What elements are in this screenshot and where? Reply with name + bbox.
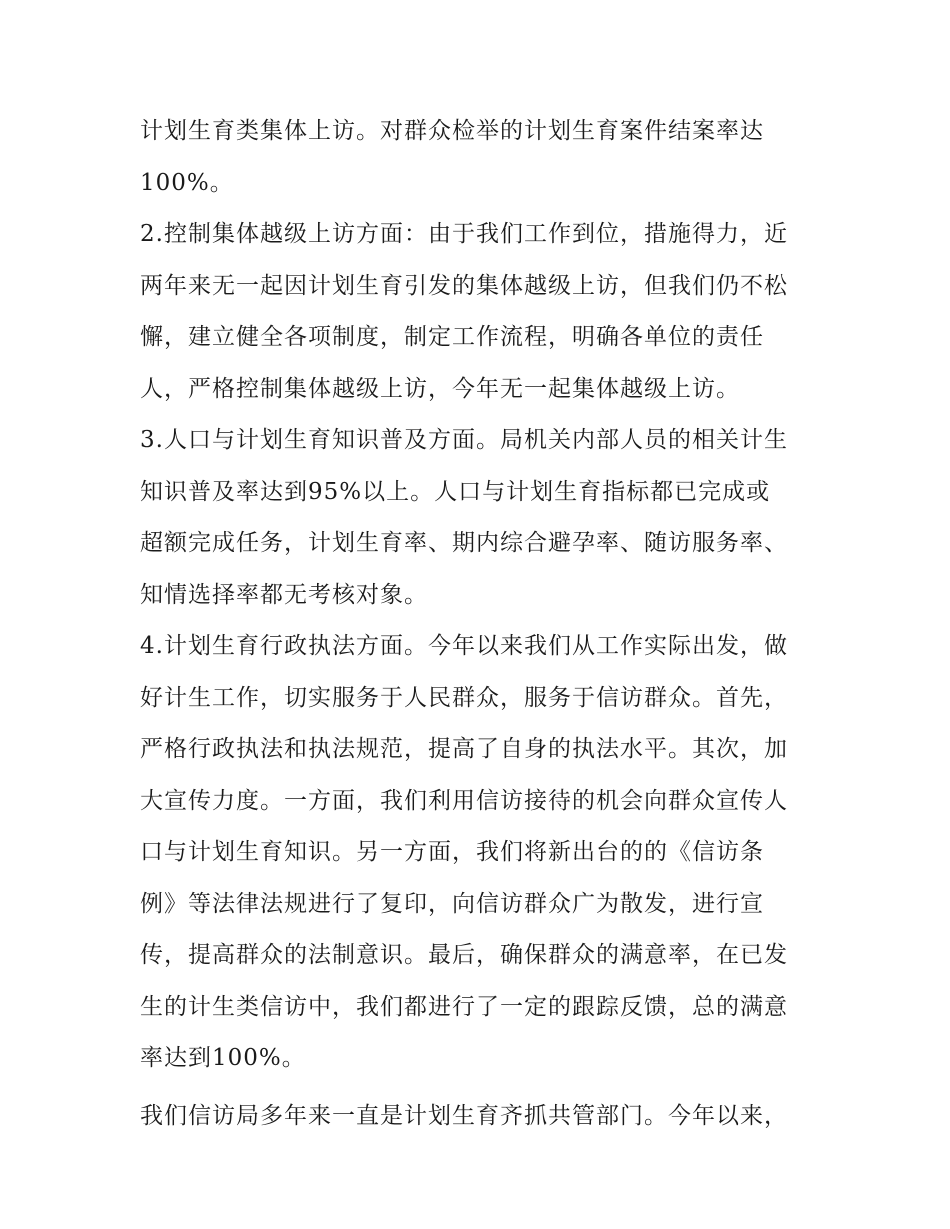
text-line: 我们信访局多年来一直是计划生育齐抓共管部门。今年以来， xyxy=(140,1102,788,1129)
text-line: 大宣传力度。一方面，我们利用信访接待的机会向群众宣传人 xyxy=(140,787,788,814)
text-line: 知情选择率都无考核对象。 xyxy=(140,581,428,608)
text-line: 传，提高群众的法制意识。最后，确保群众的满意率，在已发 xyxy=(140,942,788,968)
text-line: 好计生工作，切实服务于人民群众，服务于信访群众。首先， xyxy=(140,684,788,711)
document-body xyxy=(140,106,820,1142)
text-line: 知识普及率达到95%以上。人口与计划生育指标都已完成或 xyxy=(140,478,771,505)
text-line: 100%。 xyxy=(140,169,234,196)
text-line: 3.人口与计划生育知识普及方面。局机关内部人员的相关计生 xyxy=(140,427,788,453)
text-line: 口与计划生育知识。另一方面，我们将新出台的的《信访条 xyxy=(140,839,764,865)
text-line: 率达到100%。 xyxy=(140,1045,306,1071)
text-line: 超额完成任务，计划生育率、期内综合避孕率、随访服务率、 xyxy=(140,530,788,556)
text-line: 懈，建立健全各项制度，制定工作流程，明确各单位的责任 xyxy=(140,324,764,350)
text-line: 人，严格控制集体越级上访，今年无一起集体越级上访。 xyxy=(140,375,740,402)
text-line: 2.控制集体越级上访方面：由于我们工作到位，措施得力，近 xyxy=(140,221,788,247)
text-line: 严格行政执法和执法规范，提高了自身的执法水平。其次，加 xyxy=(140,736,788,762)
text-line: 两年来无一起因计划生育引发的集体越级上访，但我们仍不松 xyxy=(140,272,788,299)
text-line: 例》等法律法规进行了复印，向信访群众广为散发，进行宣 xyxy=(140,890,764,917)
text-line: 生的计生类信访中，我们都进行了一定的跟踪反馈，总的满意 xyxy=(140,993,788,1020)
text-line: 4.计划生育行政执法方面。今年以来我们从工作实际出发，做 xyxy=(140,633,788,659)
text-line: 计划生育类集体上访。对群众检举的计划生育案件结案率达 xyxy=(140,118,764,144)
